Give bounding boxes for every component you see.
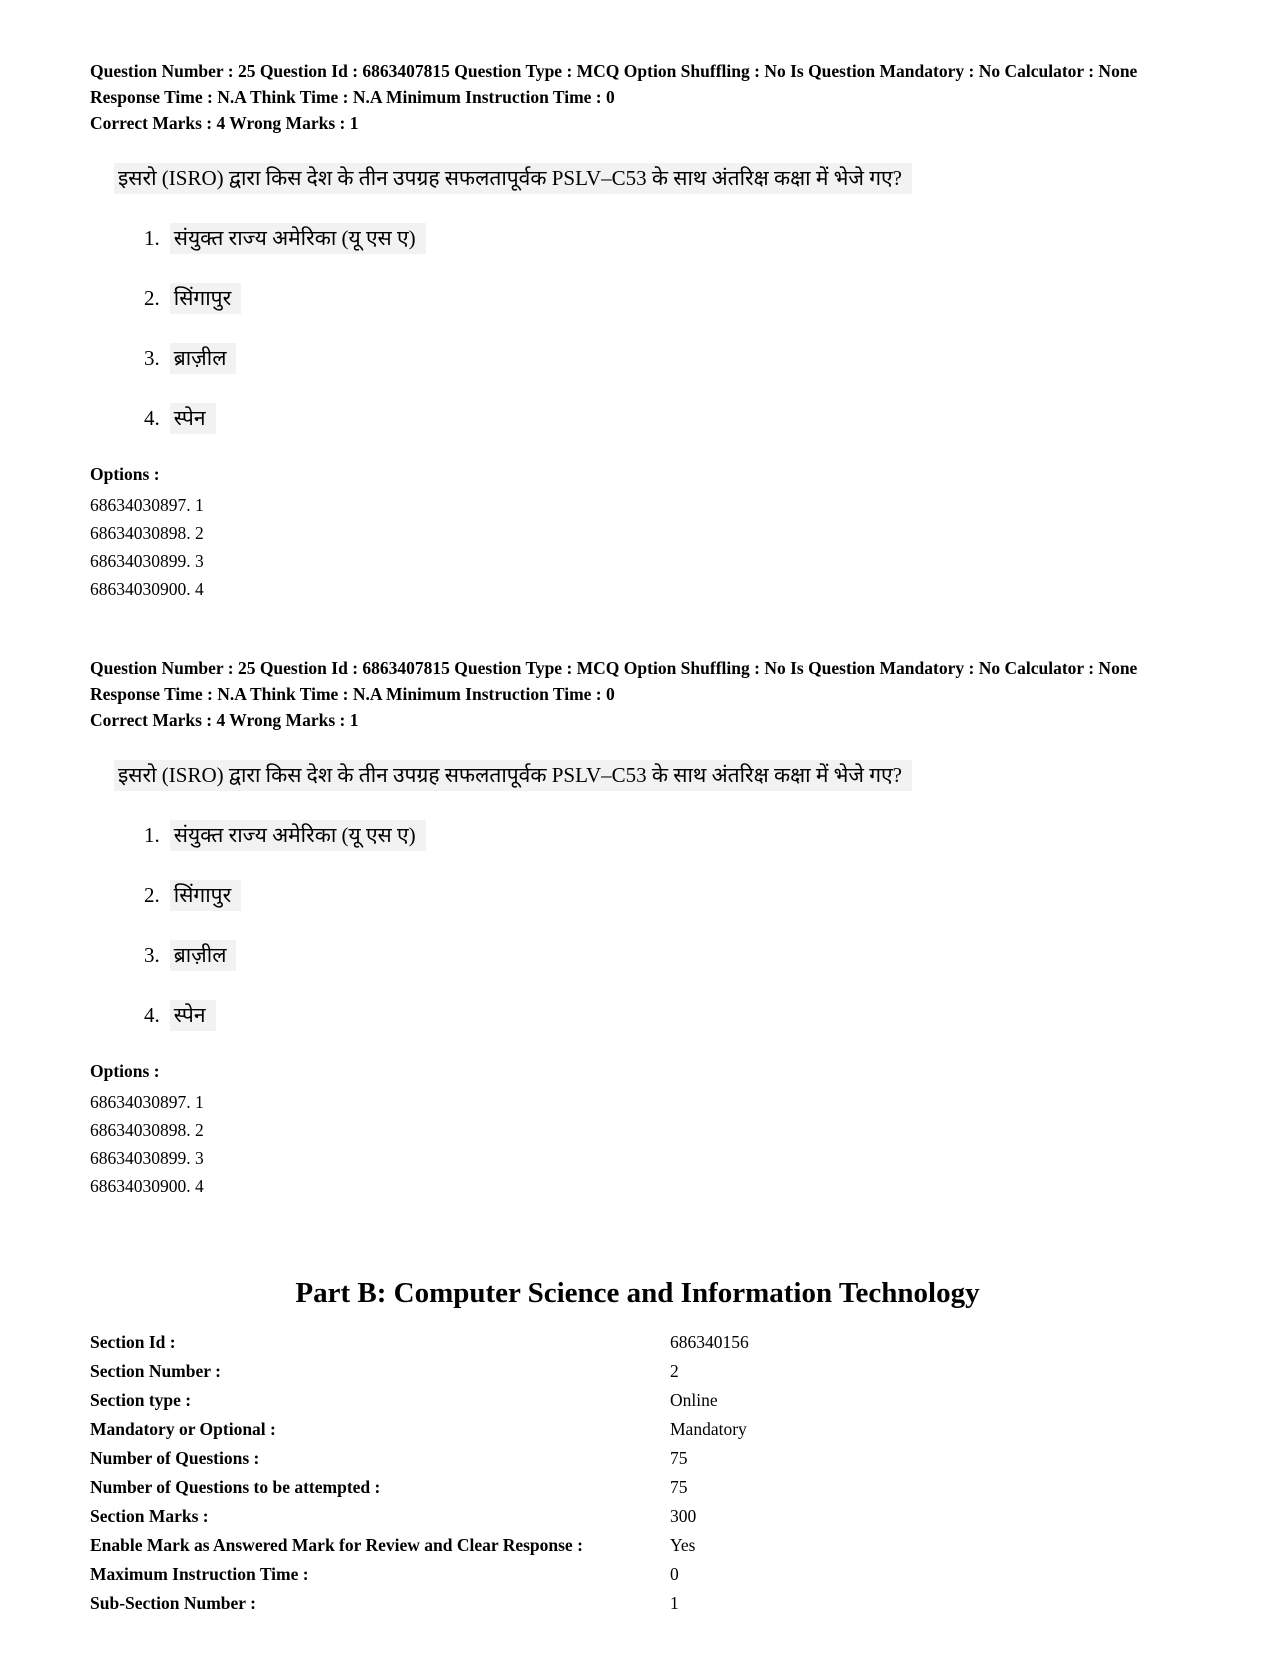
- choice-text: ब्राज़ील: [170, 343, 237, 374]
- section-detail-row: [90, 1386, 1185, 1415]
- choice-number: 3.: [144, 346, 160, 370]
- section-detail-value: 2: [670, 1361, 679, 1381]
- question-text: [114, 163, 1185, 193]
- choice-number: 4.: [144, 1003, 160, 1027]
- option-id: 68634030897. 1: [90, 495, 204, 515]
- options-label: Options :: [90, 1061, 160, 1081]
- choice-number: 2.: [144, 286, 160, 310]
- choice-text: स्पेन: [170, 403, 216, 434]
- section-detail-value: 686340156: [670, 1332, 749, 1352]
- choice-2: [144, 283, 1185, 313]
- section-detail-row: [90, 1357, 1185, 1386]
- choice-number: 1.: [144, 823, 160, 847]
- option-id: 68634030900. 4: [90, 579, 204, 599]
- choice-text: सिंगापुर: [170, 880, 241, 911]
- question-marks-line: Correct Marks : 4 Wrong Marks : 1: [90, 113, 359, 133]
- question-text: [114, 760, 1185, 790]
- choice-number: 4.: [144, 406, 160, 430]
- section-detail-row: [90, 1415, 1185, 1444]
- choice-list: [90, 223, 1185, 433]
- option-id: 68634030898. 2: [90, 1120, 204, 1140]
- option-id: 68634030897. 1: [90, 1092, 204, 1112]
- section-detail-label: Number of Questions :: [90, 1448, 260, 1468]
- section-detail-label: Sub-Section Number :: [90, 1593, 256, 1613]
- option-id-list: [90, 1088, 1185, 1200]
- section-detail-value: Online: [670, 1390, 718, 1410]
- section-detail-row: [90, 1531, 1185, 1560]
- section-detail-value: 1: [670, 1593, 679, 1613]
- choice-text: सिंगापुर: [170, 283, 241, 314]
- option-id: 68634030899. 3: [90, 1148, 204, 1168]
- section-detail-label: Section type :: [90, 1390, 192, 1410]
- section-detail-value: 75: [670, 1477, 688, 1497]
- section-detail-label: Mandatory or Optional :: [90, 1419, 276, 1439]
- choice-number: 1.: [144, 226, 160, 250]
- section-detail-value: Mandatory: [670, 1419, 747, 1439]
- choice-4: [144, 1000, 1185, 1030]
- choice-text: स्पेन: [170, 1000, 216, 1031]
- choice-list: [90, 820, 1185, 1030]
- section-detail-label: Number of Questions to be attempted :: [90, 1477, 381, 1497]
- choice-3: [144, 343, 1185, 373]
- section-detail-row: [90, 1589, 1185, 1618]
- choice-text: ब्राज़ील: [170, 940, 237, 971]
- section-detail-label: Maximum Instruction Time :: [90, 1564, 309, 1584]
- option-id-list: [90, 491, 1185, 603]
- section-detail-row: [90, 1560, 1185, 1589]
- section-detail-label: Section Number :: [90, 1361, 221, 1381]
- section-detail-value: 75: [670, 1448, 688, 1468]
- choice-text: संयुक्त राज्य अमेरिका (यू एस ए): [170, 223, 426, 254]
- section-detail-label: Section Id :: [90, 1332, 176, 1352]
- section-detail-label: Section Marks :: [90, 1506, 209, 1526]
- question-meta-line: Question Number : 25 Question Id : 6863407815 Question Type : MCQ Option Shuffling : No Is Question Mandatory : No Calculator : None Response Time : N.A Think Time : N.A Minimum Instruction Time : 0: [90, 658, 1138, 704]
- section-detail-value: 300: [670, 1506, 697, 1526]
- section-detail-value: 0: [670, 1564, 679, 1584]
- option-id: 68634030898. 2: [90, 523, 204, 543]
- choice-1: [144, 820, 1185, 850]
- option-id: 68634030899. 3: [90, 551, 204, 571]
- section-detail-value: Yes: [670, 1535, 696, 1555]
- choice-number: 2.: [144, 883, 160, 907]
- section-detail-row: [90, 1473, 1185, 1502]
- question-block-1: [90, 58, 1185, 603]
- options-label: Options :: [90, 464, 160, 484]
- question-text-content: इसरो (ISRO) द्वारा किस देश के तीन उपग्रह सफलतापूर्वक PSLV–C53 के साथ अंतरिक्ष कक्षा में भेजे गए?: [114, 760, 912, 791]
- section-detail-label: Enable Mark as Answered Mark for Review and Clear Response :: [90, 1535, 583, 1555]
- choice-4: [144, 403, 1185, 433]
- section-details: [90, 1328, 1185, 1618]
- choice-number: 3.: [144, 943, 160, 967]
- question-meta-line: Question Number : 25 Question Id : 6863407815 Question Type : MCQ Option Shuffling : No Is Question Mandatory : No Calculator : None Response Time : N.A Think Time : N.A Minimum Instruction Time : 0: [90, 61, 1138, 107]
- part-b-heading: Part B: Computer Science and Information Technology: [295, 1277, 980, 1309]
- section-detail-row: [90, 1328, 1185, 1357]
- question-text-content: इसरो (ISRO) द्वारा किस देश के तीन उपग्रह सफलतापूर्वक PSLV–C53 के साथ अंतरिक्ष कक्षा में भेजे गए?: [114, 163, 912, 194]
- choice-1: [144, 223, 1185, 253]
- choice-text: संयुक्त राज्य अमेरिका (यू एस ए): [170, 820, 426, 851]
- section-detail-row: [90, 1444, 1185, 1473]
- question-block-2: [90, 655, 1185, 1200]
- choice-2: [144, 880, 1185, 910]
- question-marks-line: Correct Marks : 4 Wrong Marks : 1: [90, 710, 359, 730]
- section-detail-row: [90, 1502, 1185, 1531]
- choice-3: [144, 940, 1185, 970]
- option-id: 68634030900. 4: [90, 1176, 204, 1196]
